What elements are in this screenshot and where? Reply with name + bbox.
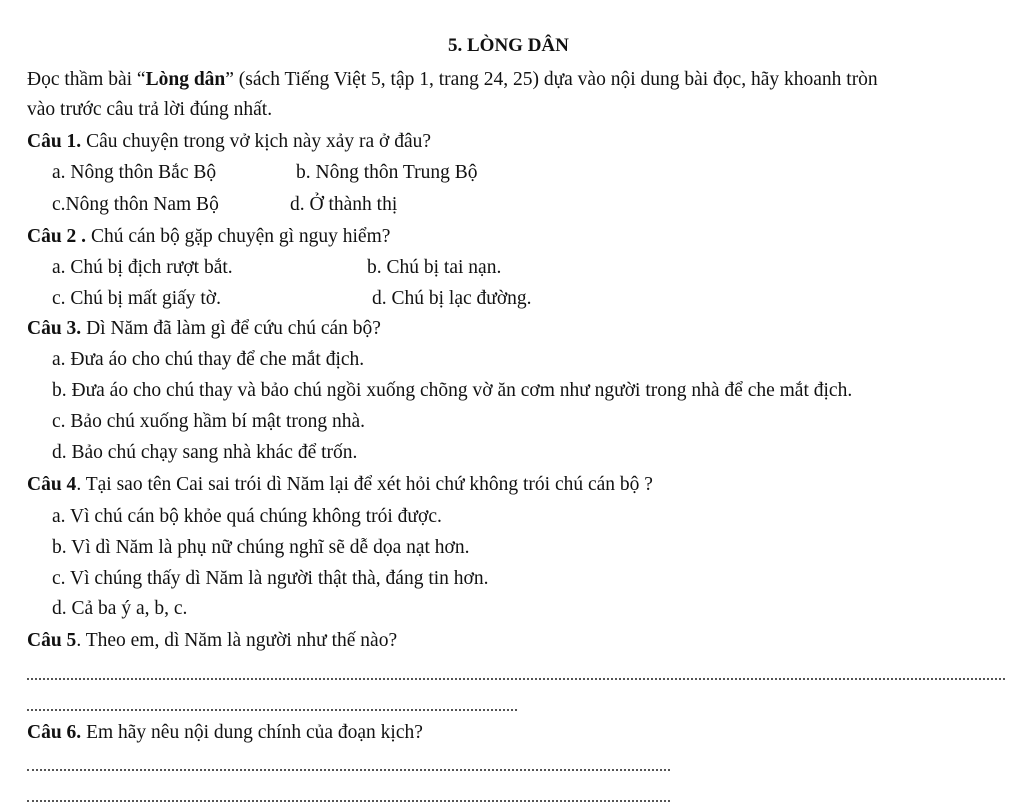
question-2 <box>27 225 390 249</box>
answer-6-line-2[interactable] <box>27 800 670 802</box>
question-2-text: Chú cán bộ gặp chuyện gì nguy hiểm? <box>86 226 391 247</box>
answer-5-line-2[interactable] <box>27 709 517 711</box>
question-4-label: Câu 4 <box>27 474 77 495</box>
question-1-text: Câu chuyện trong vở kịch này xảy ra ở đâu? <box>81 131 432 152</box>
instruction-text-a: Đọc thầm bài “ <box>27 69 146 90</box>
question-1-option-d[interactable]: d. Ở thành thị <box>290 194 398 215</box>
instruction-text-b: ” (sách Tiếng Việt 5, tập 1, trang 24, 25) dựa vào nội dung bài đọc, hãy khoanh tròn <box>225 69 878 90</box>
question-2-option-a[interactable]: a. Chú bị địch rượt bắt. <box>52 257 233 278</box>
question-5-text: . Theo em, dì Năm là người như thế nào? <box>76 630 398 651</box>
question-1 <box>27 130 431 154</box>
question-3-option-b[interactable]: b. Đưa áo cho chú thay và bảo chú ngồi xuống chõng vờ ăn cơm như người trong nhà để che mắt địch. <box>52 380 853 401</box>
question-1-label: Câu 1. <box>27 131 82 152</box>
question-3 <box>27 317 381 341</box>
question-1-option-b[interactable]: b. Nông thôn Trung Bộ <box>296 162 478 183</box>
instruction-book-title: Lòng dân <box>145 69 226 90</box>
question-4-option-a[interactable]: a. Vì chú cán bộ khỏe quá chúng không trói được. <box>52 506 442 527</box>
answer-5-line-1[interactable] <box>27 678 1005 680</box>
question-3-label: Câu 3. <box>27 318 82 339</box>
question-3-option-c[interactable]: c. Bảo chú xuống hầm bí mật trong nhà. <box>52 411 366 432</box>
question-4-option-d[interactable]: d. Cả ba ý a, b, c. <box>52 598 188 619</box>
question-3-option-d[interactable]: d. Bảo chú chạy sang nhà khác để trốn. <box>52 442 358 463</box>
question-5-label: Câu 5 <box>27 630 77 651</box>
question-2-label: Câu 2 . <box>27 226 87 247</box>
question-4-option-b[interactable]: b. Vì dì Năm là phụ nữ chúng nghĩ sẽ dễ dọa nạt hơn. <box>52 537 470 558</box>
question-4 <box>27 473 653 497</box>
instruction-line-1 <box>27 68 878 92</box>
question-3-text: Dì Năm đã làm gì để cứu chú cán bộ? <box>81 318 381 339</box>
question-4-text: . Tại sao tên Cai sai trói dì Năm lại để xét hỏi chứ không trói chú cán bộ ? <box>76 474 653 495</box>
question-2-option-c[interactable]: c. Chú bị mất giấy tờ. <box>52 288 221 309</box>
question-2-option-d[interactable]: d. Chú bị lạc đường. <box>372 288 532 309</box>
question-6 <box>27 721 423 745</box>
instruction-line-2: vào trước câu trả lời đúng nhất. <box>27 99 273 120</box>
question-4-option-c[interactable]: c. Vì chúng thấy dì Năm là người thật thà, đáng tin hơn. <box>52 568 489 589</box>
question-2-option-b[interactable]: b. Chú bị tai nạn. <box>367 257 502 278</box>
question-1-option-c[interactable]: c.Nông thôn Nam Bộ <box>52 194 219 215</box>
question-5 <box>27 629 397 653</box>
question-1-option-a[interactable]: a. Nông thôn Bắc Bộ <box>52 162 217 183</box>
question-3-option-a[interactable]: a. Đưa áo cho chú thay để che mắt địch. <box>52 349 365 370</box>
answer-6-line-1[interactable] <box>27 769 670 771</box>
question-6-text: Em hãy nêu nội dung chính của đoạn kịch? <box>81 722 423 743</box>
page-title: 5. LÒNG DÂN <box>448 35 569 56</box>
question-6-label: Câu 6. <box>27 722 82 743</box>
